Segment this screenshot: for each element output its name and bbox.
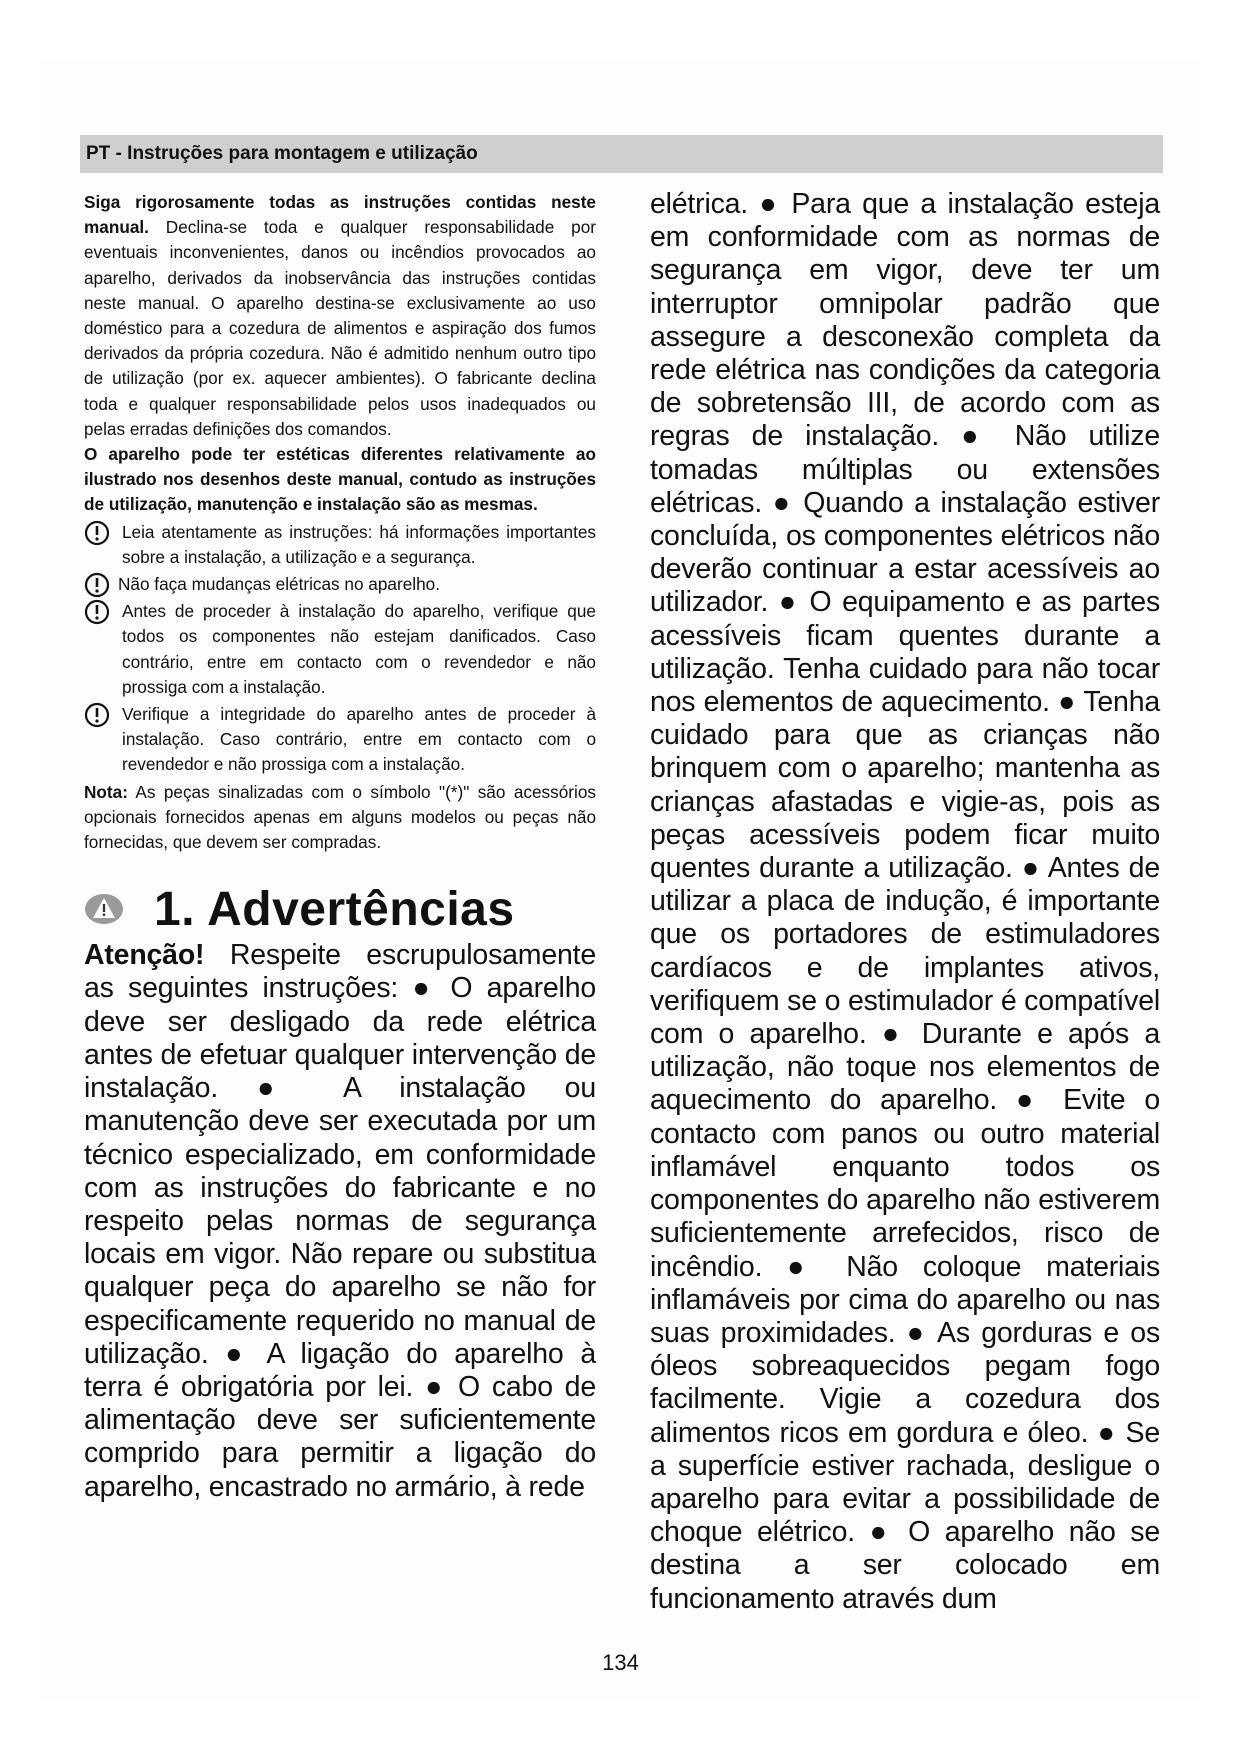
right-column [650,188,1160,1616]
warning-circle-icon [84,702,110,728]
design-note: O aparelho pode ter estéticas diferentes relativamente ao ilustrado nos desenhos deste manual, contudo as instruções de utilização, manutenção e instalação são as mesmas. [84,444,596,515]
intro-bold: Siga rigorosamente todas as instruções contidas neste manual. [84,192,596,238]
warning-item: Verifique a integridade do aparelho antes de proceder à instalação. Caso contrário, entre em contacto com o revendedor e não prossiga com a instalação. [84,702,596,778]
warning-item: Antes de proceder à instalação do aparelho, verifique que todos os componentes não estejam danificados. Caso contrário, entre em contacto com o revendedor e não prossiga com a instalação. [84,599,596,700]
alert-triangle-icon [84,893,124,925]
section-header: PT - Instruções para montagem e utilização [80,135,1163,173]
warning-circle-icon [84,520,110,546]
warning-item: Não faça mudanças elétricas no aparelho. [84,572,596,597]
warning-item: Leia atentamente as instruções: há informações importantes sobre a instalação, a utilização e a segurança. [84,520,596,570]
intro-text: Declina-se toda e qualquer responsabilidade por eventuais inconvenientes, danos ou incêndios provocados ao aparelho, derivados da inobservância das instruções contidas neste manual. O aparelho destina-se exclusivamente ao uso doméstico para a cozedura de alimentos e aspiração dos fumos derivados da própria cozedura. Não é admitido nenhum outro tipo de utilização (por ex. aquecer ambientes). O fabricante declina toda e qualquer responsabilidade pelos usos inadequados ou pelas erradas definições dos comandos. [84,217,596,439]
attention-label: Atenção! [84,939,205,972]
right-paragraph: elétrica. ● Para que a instalação esteja em conformidade com as normas de segurança em vigor, deve ter um interruptor omnipolar padrão que assegure a desconexão completa da rede elétrica nas condições da categoria de sobretensão III, de acordo com as regras de instalação. ● Não utilize tomadas múltiplas ou extensões elétricas. ● Quando a instalação estiver concluída, os componentes elétricos não deverão continuar a estar acessíveis ao utilizador. ● O equipamento e as partes acessíveis ficam quentes durante a utilização. Tenha cuidado para não tocar nos elementos de aquecimento. ● Tenha cuidado para que as crianças não brinquem com o aparelho; mantenha as crianças afastadas e vigie-as, pois as peças acessíveis podem ficar muito quentes durante a utilização. ● Antes de utilizar a placa de indução, é importante que os portadores de estimuladores cardíacos e de implantes ativos, verifiquem se o estimulador é compatível com o aparelho. ● Durante e após a utilização, não toque nos elementos de aquecimento do aparelho. ● Evite o contacto com panos ou outro material inflamável enquanto todos os componentes do aparelho não estiverem suficientemente arrefecidos, risco de incêndio. ● Não coloque materiais inflamáveis por cima do aparelho ou nas suas proximidades. ● As gorduras e os óleos sobreaquecidos pegam fogo facilmente. Vigie a cozedura dos alimentos ricos em gordura e óleo. ● Se a superfície estiver rachada, desligue o aparelho para evitar a possibilidade de choque elétrico. ● O aparelho não se destina a ser colocado em funcionamento através dum [650,188,1160,1615]
nota-paragraph: Nota: As peças sinalizadas com o símbolo "(*)" são acessórios opcionais fornecidos apenas em alguns modelos ou peças não fornecidas, que devem ser compradas. [84,781,596,853]
page-number: 134 [602,1650,639,1675]
section-title [84,879,596,939]
intro-paragraph [84,190,596,442]
attention-paragraph: Atenção! Respeite escrupulosamente as seguintes instruções: ● O aparelho deve ser desligado da rede elétrica antes de efetuar qualquer intervenção de instalação. ● A instalação ou manutenção deve ser executada por um técnico especializado, em conformidade com as instruções do fabricante e no respeito pelas normas de segurança locais em vigor. Não repare ou substitua qualquer peça do aparelho se não for especificamente requerido no manual de utilização. ● A ligação do aparelho à terra é obrigatória por lei. ● O cabo de alimentação deve ser suficientemente comprido para permitir a ligação do aparelho, encastrado no armário, à rede [84,939,596,1503]
left-column [84,190,596,1504]
warning-circle-icon [84,599,110,625]
warning-circle-icon [84,572,110,598]
section-heading: 1. Advertências [154,882,515,936]
